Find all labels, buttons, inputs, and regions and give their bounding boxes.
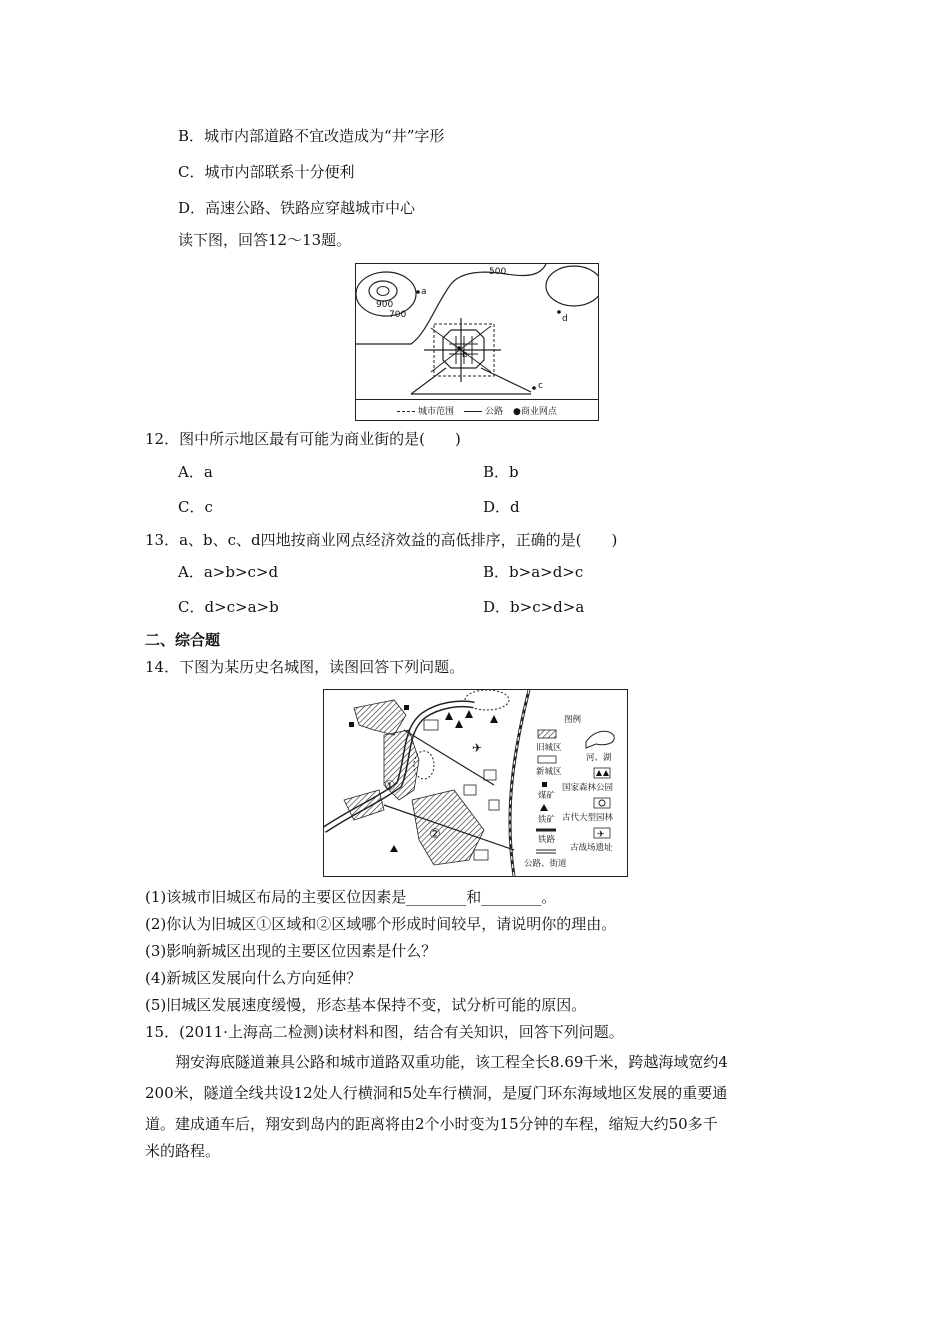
- point-d: d: [562, 314, 568, 324]
- q13-option-a: A．a>b>c>d: [178, 563, 279, 581]
- q13-stem: 13．a、b、c、d四地按商业网点经济效益的高低排序，正确的是( ): [145, 531, 618, 549]
- q14-stem: 14．下图为某历史名城图，读图回答下列问题。: [145, 658, 465, 676]
- q15-stem: 15．(2011·上海高二检测)读材料和图，结合有关知识，回答下列问题。: [145, 1023, 624, 1041]
- legend-battlefield: 古战场遗址: [570, 843, 613, 853]
- q11-option-c: C．城市内部联系十分便利: [178, 163, 355, 181]
- city-map: [323, 689, 628, 877]
- point-c: c: [538, 381, 543, 391]
- q13-option-c: C．d>c>a>b: [178, 598, 279, 616]
- svg-text:✈: ✈: [597, 830, 605, 840]
- contour-map-legend: [356, 399, 598, 420]
- q13-option-d: D．b>c>d>a: [483, 598, 585, 616]
- q14-sub2: (2)你认为旧城区①区域和②区域哪个形成时间较早，请说明你的理由。: [145, 915, 617, 933]
- legend-iron: 铁矿: [538, 815, 556, 825]
- legend-old-city: 旧城区: [536, 743, 562, 753]
- legend-forest: 国家森林公园: [562, 783, 614, 793]
- q15-paragraph-line-1: 翔安海底隧道兼具公路和城市道路双重功能，该工程全长8.69千米，跨越海域宽约4: [175, 1053, 728, 1071]
- contour-map-drawing: [356, 264, 598, 400]
- area-2-label: ②: [429, 827, 441, 842]
- legend-road: 公路: [464, 404, 503, 417]
- point-b: b: [462, 350, 468, 360]
- point-a: a: [421, 287, 427, 297]
- city-map-drawing: [324, 690, 627, 876]
- contour-label-900: 900: [376, 300, 394, 310]
- legend-road: 公路、街道: [524, 859, 567, 869]
- q12-stem: 12．图中所示地区最有可能为商业街的是( ): [145, 430, 461, 448]
- legend-city-range: 城市范围: [397, 404, 454, 417]
- q12-option-b: B．b: [483, 463, 519, 481]
- q15-paragraph-line-4: 米的路程。: [145, 1142, 221, 1160]
- q12-option-a: A．a: [178, 463, 213, 481]
- legend-garden: 古代大型园林: [562, 813, 614, 823]
- legend-coal: 煤矿: [538, 791, 556, 801]
- legend-river: 河、湖: [586, 753, 612, 763]
- contour-label-700: 700: [389, 310, 407, 320]
- q14-sub5: (5)旧城区发展速度缓慢，形态基本保持不变，试分析可能的原因。: [145, 996, 587, 1014]
- q13-option-b: B．b>a>d>c: [483, 563, 584, 581]
- q14-sub3: (3)影响新城区出现的主要区位因素是什么？: [145, 942, 437, 960]
- q12-option-c: C．c: [178, 498, 213, 516]
- area-1-label: ①: [384, 779, 396, 794]
- q12-option-d: D．d: [483, 498, 520, 516]
- contour-map: [355, 263, 599, 421]
- svg-text:✈: ✈: [472, 741, 483, 755]
- section-heading: 二、综合题: [145, 631, 221, 649]
- q15-paragraph-line-2: 200米，隧道全线共设12处人行横洞和5处车行横洞，是厦门环东海域地区发展的重要通: [145, 1084, 728, 1102]
- q15-paragraph-line-3: 道。建成通车后，翔安到岛内的距离将由2个小时变为15分钟的车程，缩短大约50多千: [145, 1115, 718, 1133]
- q11-option-d: D．高速公路、铁路应穿越城市中心: [178, 199, 416, 217]
- q14-sub4: (4)新城区发展向什么方向延伸？: [145, 969, 362, 987]
- legend-railway: 铁路: [538, 835, 556, 845]
- legend-commercial-outlet: ●商业网点: [512, 406, 557, 417]
- legend-new-city: 新城区: [536, 767, 562, 777]
- q14-sub1: (1)该城市旧城区布局的主要区位因素是________和________。: [145, 888, 557, 906]
- contour-label-500: 500: [489, 267, 507, 277]
- intro-12-13: 读下图，回答12～13题。: [178, 231, 352, 249]
- q11-option-b: B．城市内部道路不宜改造成为“井”字形: [178, 127, 445, 145]
- legend-title: 图例: [564, 715, 582, 725]
